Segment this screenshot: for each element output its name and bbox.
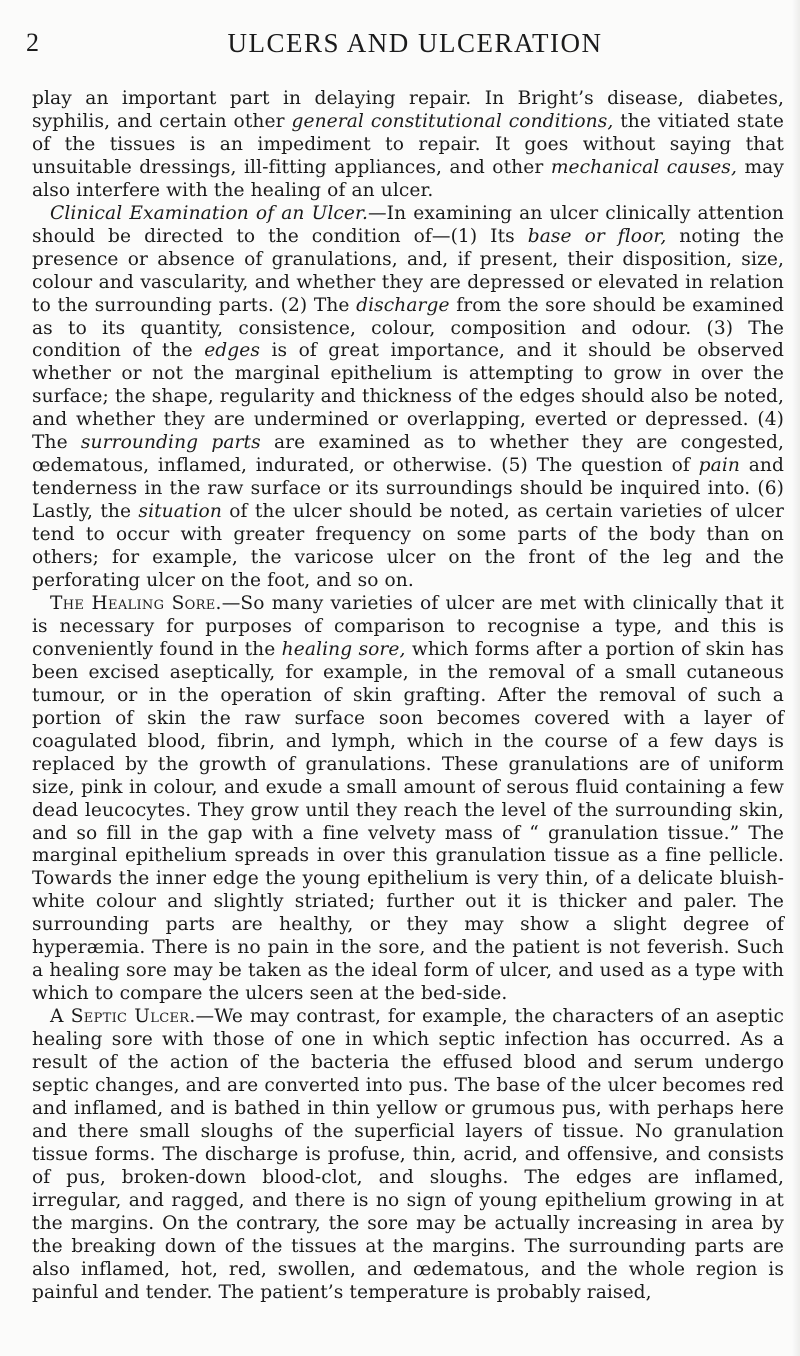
text-run: may also interfere with the healing of an ulcer. bbox=[32, 156, 784, 201]
section-heading: A Septic Ulcer. bbox=[50, 1006, 196, 1028]
text-run: which forms after a portion of skin has been excised aseptically, for example, in the removal of a small cutaneous tumour, or in the operation of skin grafting. After the removal of such a portion of skin the raw surface soon becomes covered with a layer of coagulated blood, fibrin, and lymph, which in the course of a few days is replaced by the growth of granulations. These granulations are of uniform size, pink in colour, and exude a small amount of serous fluid containing a few dead leucocytes. They grow until they reach the level of the surrounding skin, and so fill in the gap with a fine velvety mass of “ granulation tissue.” The marginal epithelium spreads in over this granulation tissue as a fine pellicle. Towards the inner edge the young epithelium is very thin, of a delicate bluish-white colour and slightly striated; further out it is thicker and paler. The surrounding parts are healthy, or they may show a slight degree of hyperæmia. There is no pain in the sore, and the patient is not feverish. Such a healing sore may be taken as the ideal form of ulcer, and used as a type with which to compare the ulcers seen at the bed-side. bbox=[32, 638, 784, 1005]
italic-phrase: healing sore, bbox=[281, 638, 406, 660]
italic-phrase: surrounding parts bbox=[80, 432, 261, 454]
italic-phrase: mechanical causes, bbox=[550, 156, 737, 178]
paragraph-intro bbox=[32, 88, 784, 203]
paragraph-clinical-examination bbox=[32, 203, 784, 593]
text-run: —We may contrast, for example, the characters of an aseptic healing sore with those of one in which septic infection has occurred. As a result of the action of the bacteria the effused blood and serum undergo septic changes, and are converted into pus. The base of the ulcer becomes red and inflamed, and is bathed in thin yellow or grumous pus, with perhaps here and there small sloughs of the superficial layers of tissue. No granulation tissue forms. The discharge is profuse, thin, acrid, and offensive, and consists of pus, broken-down blood-clot, and sloughs. The edges are inflamed, irregular, and ragged, and there is no sign of young epithelium growing in at the margins. On the contrary, the sore may be actually increasing in area by the breaking down of the tissues at the margins. The surrounding parts are also inflamed, hot, red, swollen, and œdematous, and the whole region is painful and tender. The patient’s temperature is probably raised, bbox=[32, 1006, 784, 1303]
text-run: —In examining an ulcer clinically attention should be directed to the condition of—(1) Its bbox=[32, 202, 784, 247]
italic-phrase: Clinical Examination of an Ulcer. bbox=[50, 202, 368, 224]
body-text bbox=[32, 88, 784, 1305]
text-run: the vitiated state of the tissues is an impediment to repair. It goes without saying that unsuitable dressings, ill-fitting appliances, and other bbox=[32, 110, 784, 178]
text-run: are examined as to whether they are congested, œdematous, inflamed, indurated, or otherwise. (5) The question of bbox=[32, 432, 785, 477]
text-run: play an important part in delaying repair. In Bright’s disease, diabetes, syphilis, and certain other bbox=[32, 88, 784, 132]
italic-phrase: pain bbox=[698, 455, 740, 477]
text-run: —So many varieties of ulcer are met with clinically that it is necessary for purposes of comparison to recognise a type, and this is conveniently found in the bbox=[32, 592, 784, 660]
page-edge-shadow bbox=[792, 0, 800, 1356]
text-run: of the ulcer should be noted, as certain varieties of ulcer tend to occur with greater frequency on some parts of the body than on others; for example, the varicose ulcer on the front of the leg and the perforating ulcer on the foot, and so on. bbox=[32, 501, 785, 592]
italic-phrase: general constitutional conditions, bbox=[291, 110, 614, 132]
text-run: from the sore should be examined as to its quantity, consistence, colour, composition and odour. (3) The condition of the bbox=[32, 294, 784, 362]
running-title: ULCERS AND ULCERATION bbox=[227, 28, 603, 58]
paragraph-septic-ulcer bbox=[32, 1006, 784, 1304]
paragraph-healing-sore bbox=[32, 593, 784, 1006]
section-heading: The Healing Sore. bbox=[50, 592, 222, 614]
text-run: and tenderness in the raw surface or its surroundings should be inquired into. (6) Lastly, the bbox=[32, 455, 785, 523]
italic-phrase: situation bbox=[138, 501, 222, 523]
running-head bbox=[0, 0, 800, 70]
italic-phrase: edges bbox=[204, 340, 261, 362]
text-run: is of great importance, and it should be observed whether or not the marginal epithelium is attempting to grow in over the surface; the shape, regularity and thickness of the edges should also be noted, and whether they are undermined or overlapping, everted or depressed. (4) The bbox=[32, 340, 784, 454]
italic-phrase: base or floor, bbox=[527, 225, 667, 247]
text-run: noting the presence or absence of granulations, and, if present, their disposition, size, colour and vascularity, and whether they are depressed or elevated in relation to the surrounding parts. (2) The bbox=[32, 225, 784, 316]
italic-phrase: discharge bbox=[356, 294, 450, 316]
page-number: 2 bbox=[26, 28, 39, 57]
